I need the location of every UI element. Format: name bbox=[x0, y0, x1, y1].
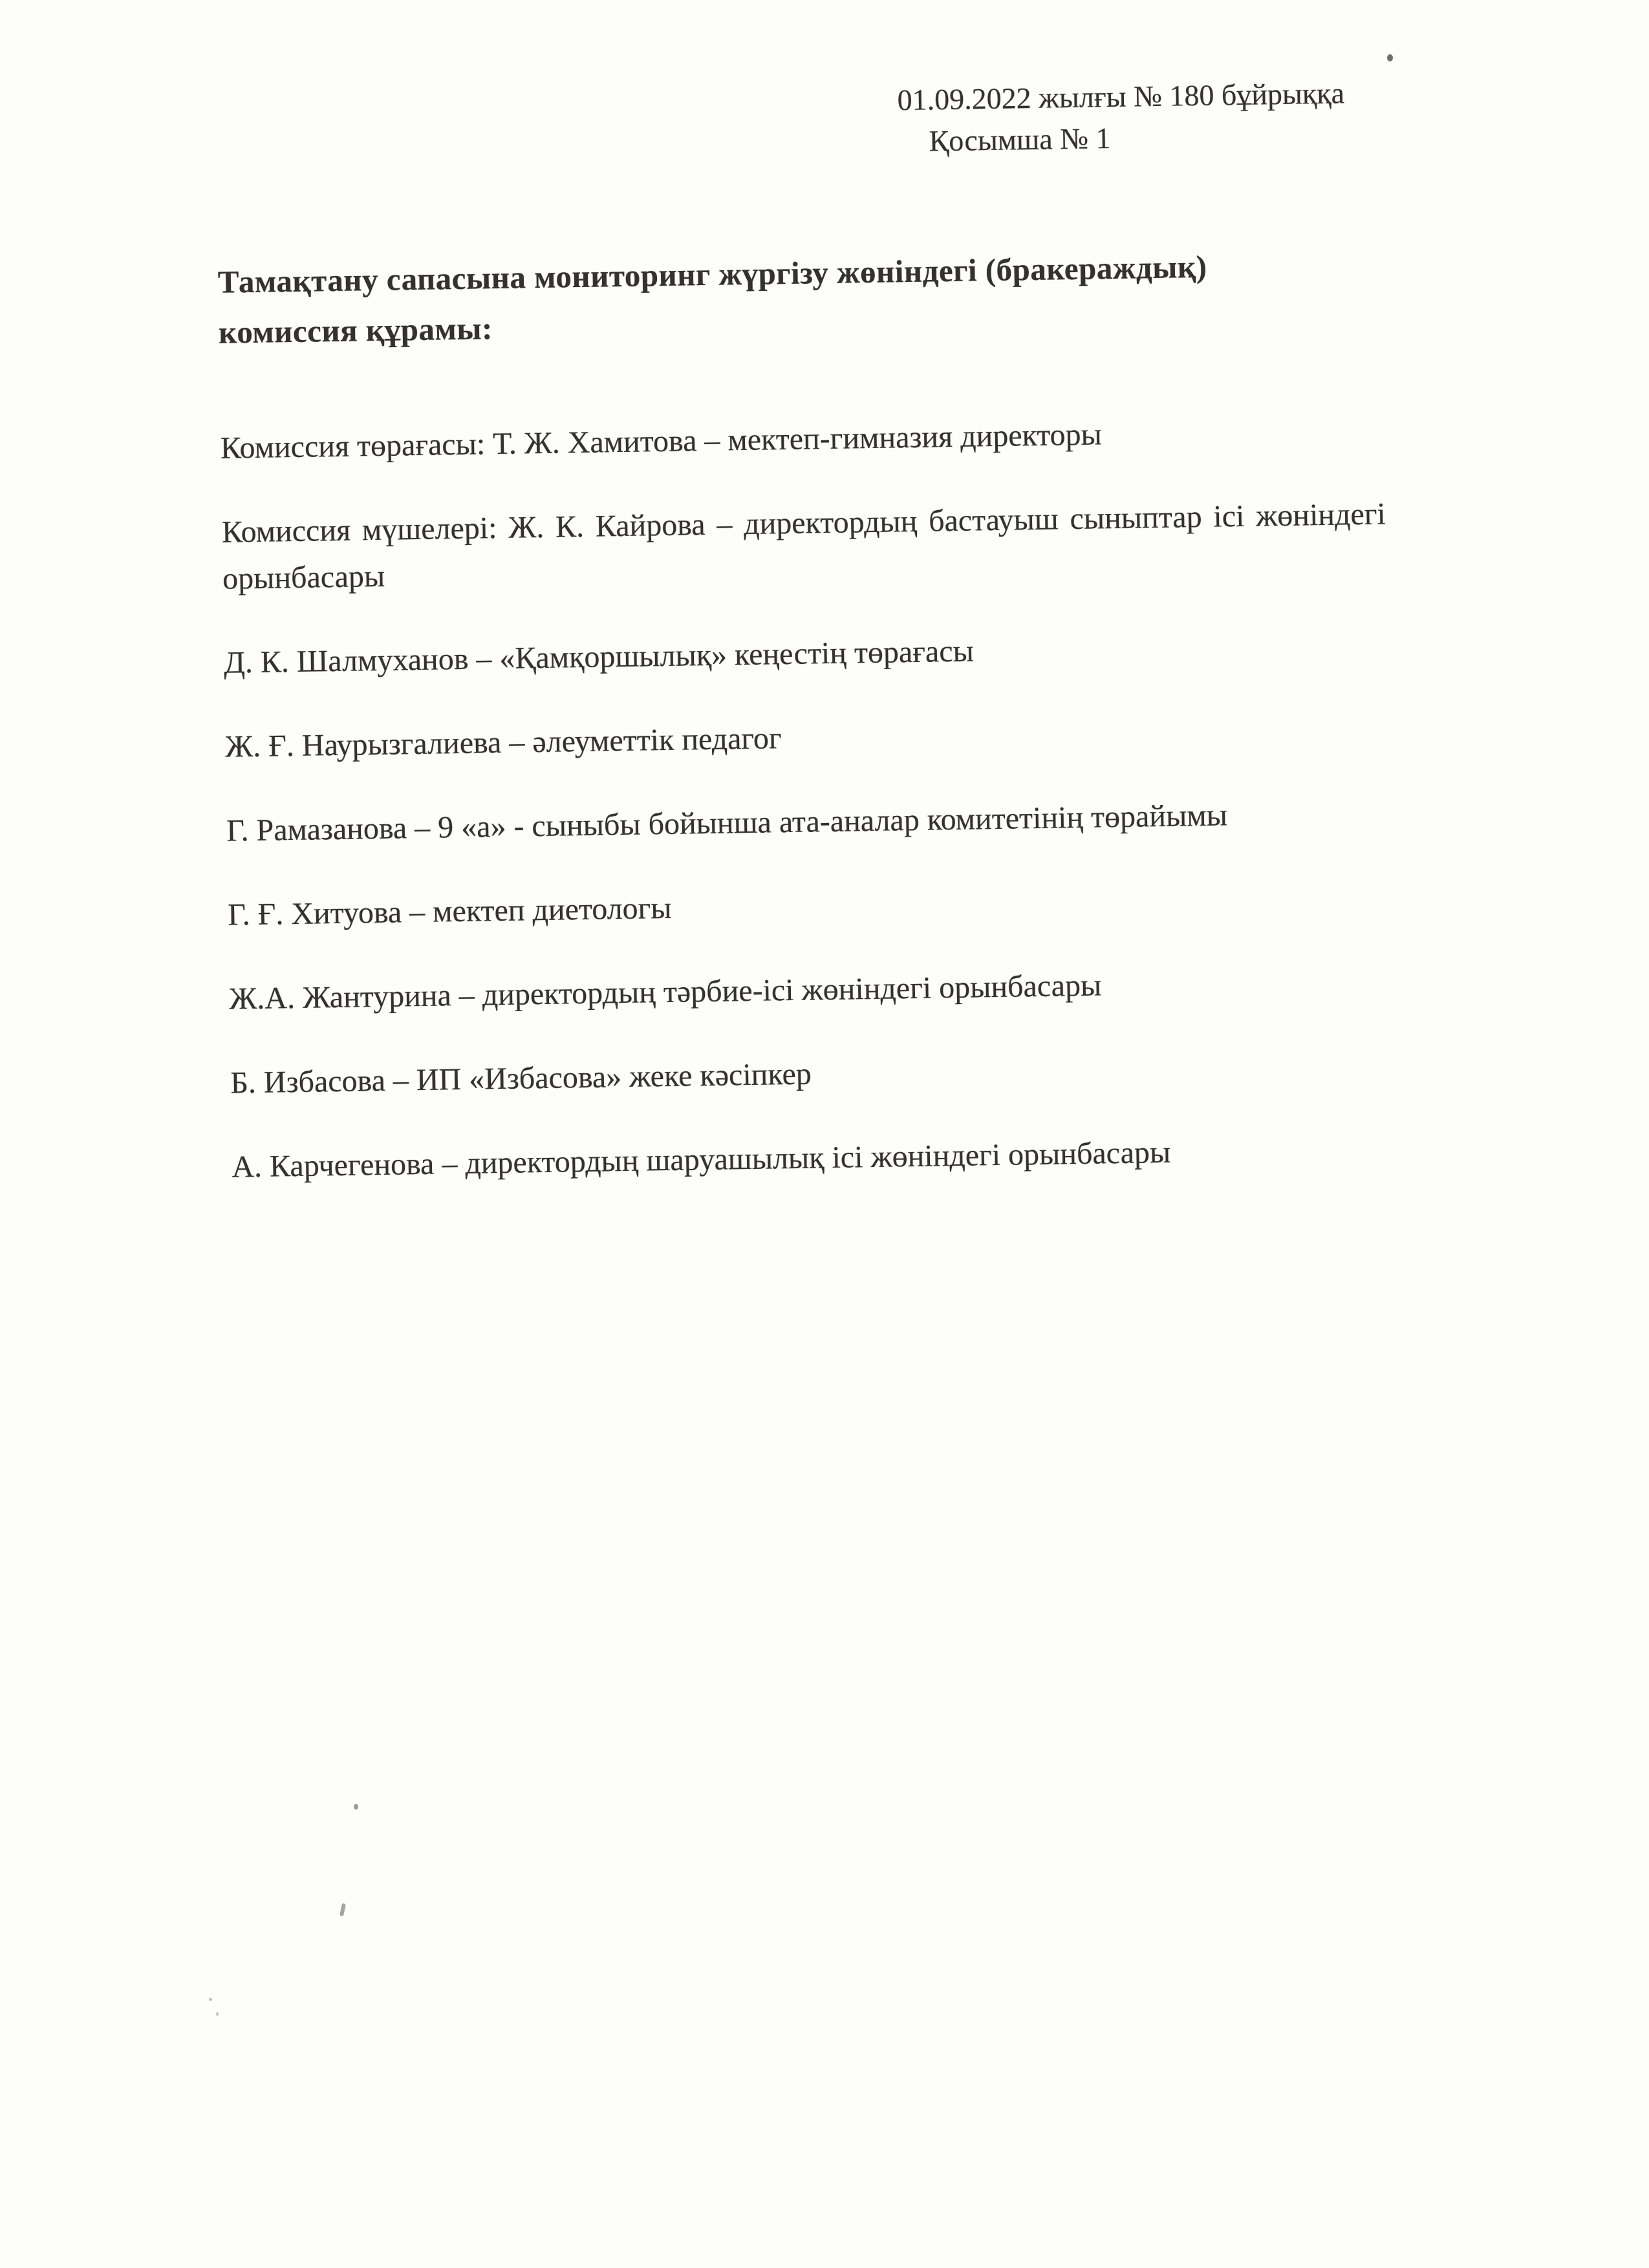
commission-member-list bbox=[220, 407, 1396, 1190]
member-line: Ж. Ғ. Наурызгалиева – әлеуметтік педагог bbox=[224, 721, 782, 764]
member-social-pedagogue bbox=[225, 705, 1390, 770]
appendix-number: Қосымша № 1 bbox=[929, 122, 1111, 158]
scan-speck bbox=[209, 1998, 212, 2001]
member-deputy-household bbox=[232, 1126, 1396, 1190]
document-title bbox=[217, 239, 1383, 358]
appendix-header bbox=[897, 71, 1428, 162]
member-line: Д. К. Шалмуханов – «Қамқоршылық» кеңестің төрағасы bbox=[223, 634, 975, 680]
member-line: Б. Избасова – ИП «Избасова» жеке кәсіпкер bbox=[230, 1056, 812, 1100]
scan-speck bbox=[216, 2012, 219, 2016]
member-line-continuation: орынбасары bbox=[222, 559, 385, 596]
member-chairperson bbox=[220, 407, 1385, 471]
member-line: А. Карчегенова – директордың шаруашылық ісі жөніндегі орынбасары bbox=[231, 1135, 1171, 1184]
order-reference: 01.09.2022 жылғы № 180 бұйрыққа bbox=[897, 76, 1345, 117]
member-parent-committee-chair bbox=[226, 789, 1391, 854]
document-title-line2: комиссия құрамы: bbox=[218, 310, 493, 350]
member-entrepreneur bbox=[230, 1042, 1395, 1106]
member-guardianship-chair bbox=[224, 621, 1388, 686]
member-line: Г. Рамазанова – 9 «а» - сыныбы бойынша ата-аналар комитетінің төрайымы bbox=[226, 798, 1228, 848]
scan-speck bbox=[1387, 54, 1393, 61]
member-deputy-primary bbox=[221, 491, 1386, 602]
member-line: Комиссия мүшелері: Ж. К. Кайрова – директордың бастауыш сыныптар ісі жөніндегі bbox=[221, 497, 1386, 550]
member-line: Комиссия төрағасы: Т. Ж. Хамитова – мектеп-гимназия директоры bbox=[220, 417, 1103, 465]
scan-speck bbox=[339, 1903, 346, 1917]
member-line: Г. Ғ. Хитуова – мектеп диетологы bbox=[227, 890, 672, 932]
member-line: Ж.А. Жантурина – директордың тәрбие-ісі жөніндегі орынбасары bbox=[228, 968, 1102, 1016]
member-deputy-education bbox=[229, 957, 1394, 1022]
member-dietologist bbox=[228, 873, 1392, 938]
document-title-line1: Тамақтану сапасына мониторинг жүргізу жөніндегі (бракераждық) bbox=[217, 248, 1207, 300]
scan-speck bbox=[354, 1804, 358, 1810]
